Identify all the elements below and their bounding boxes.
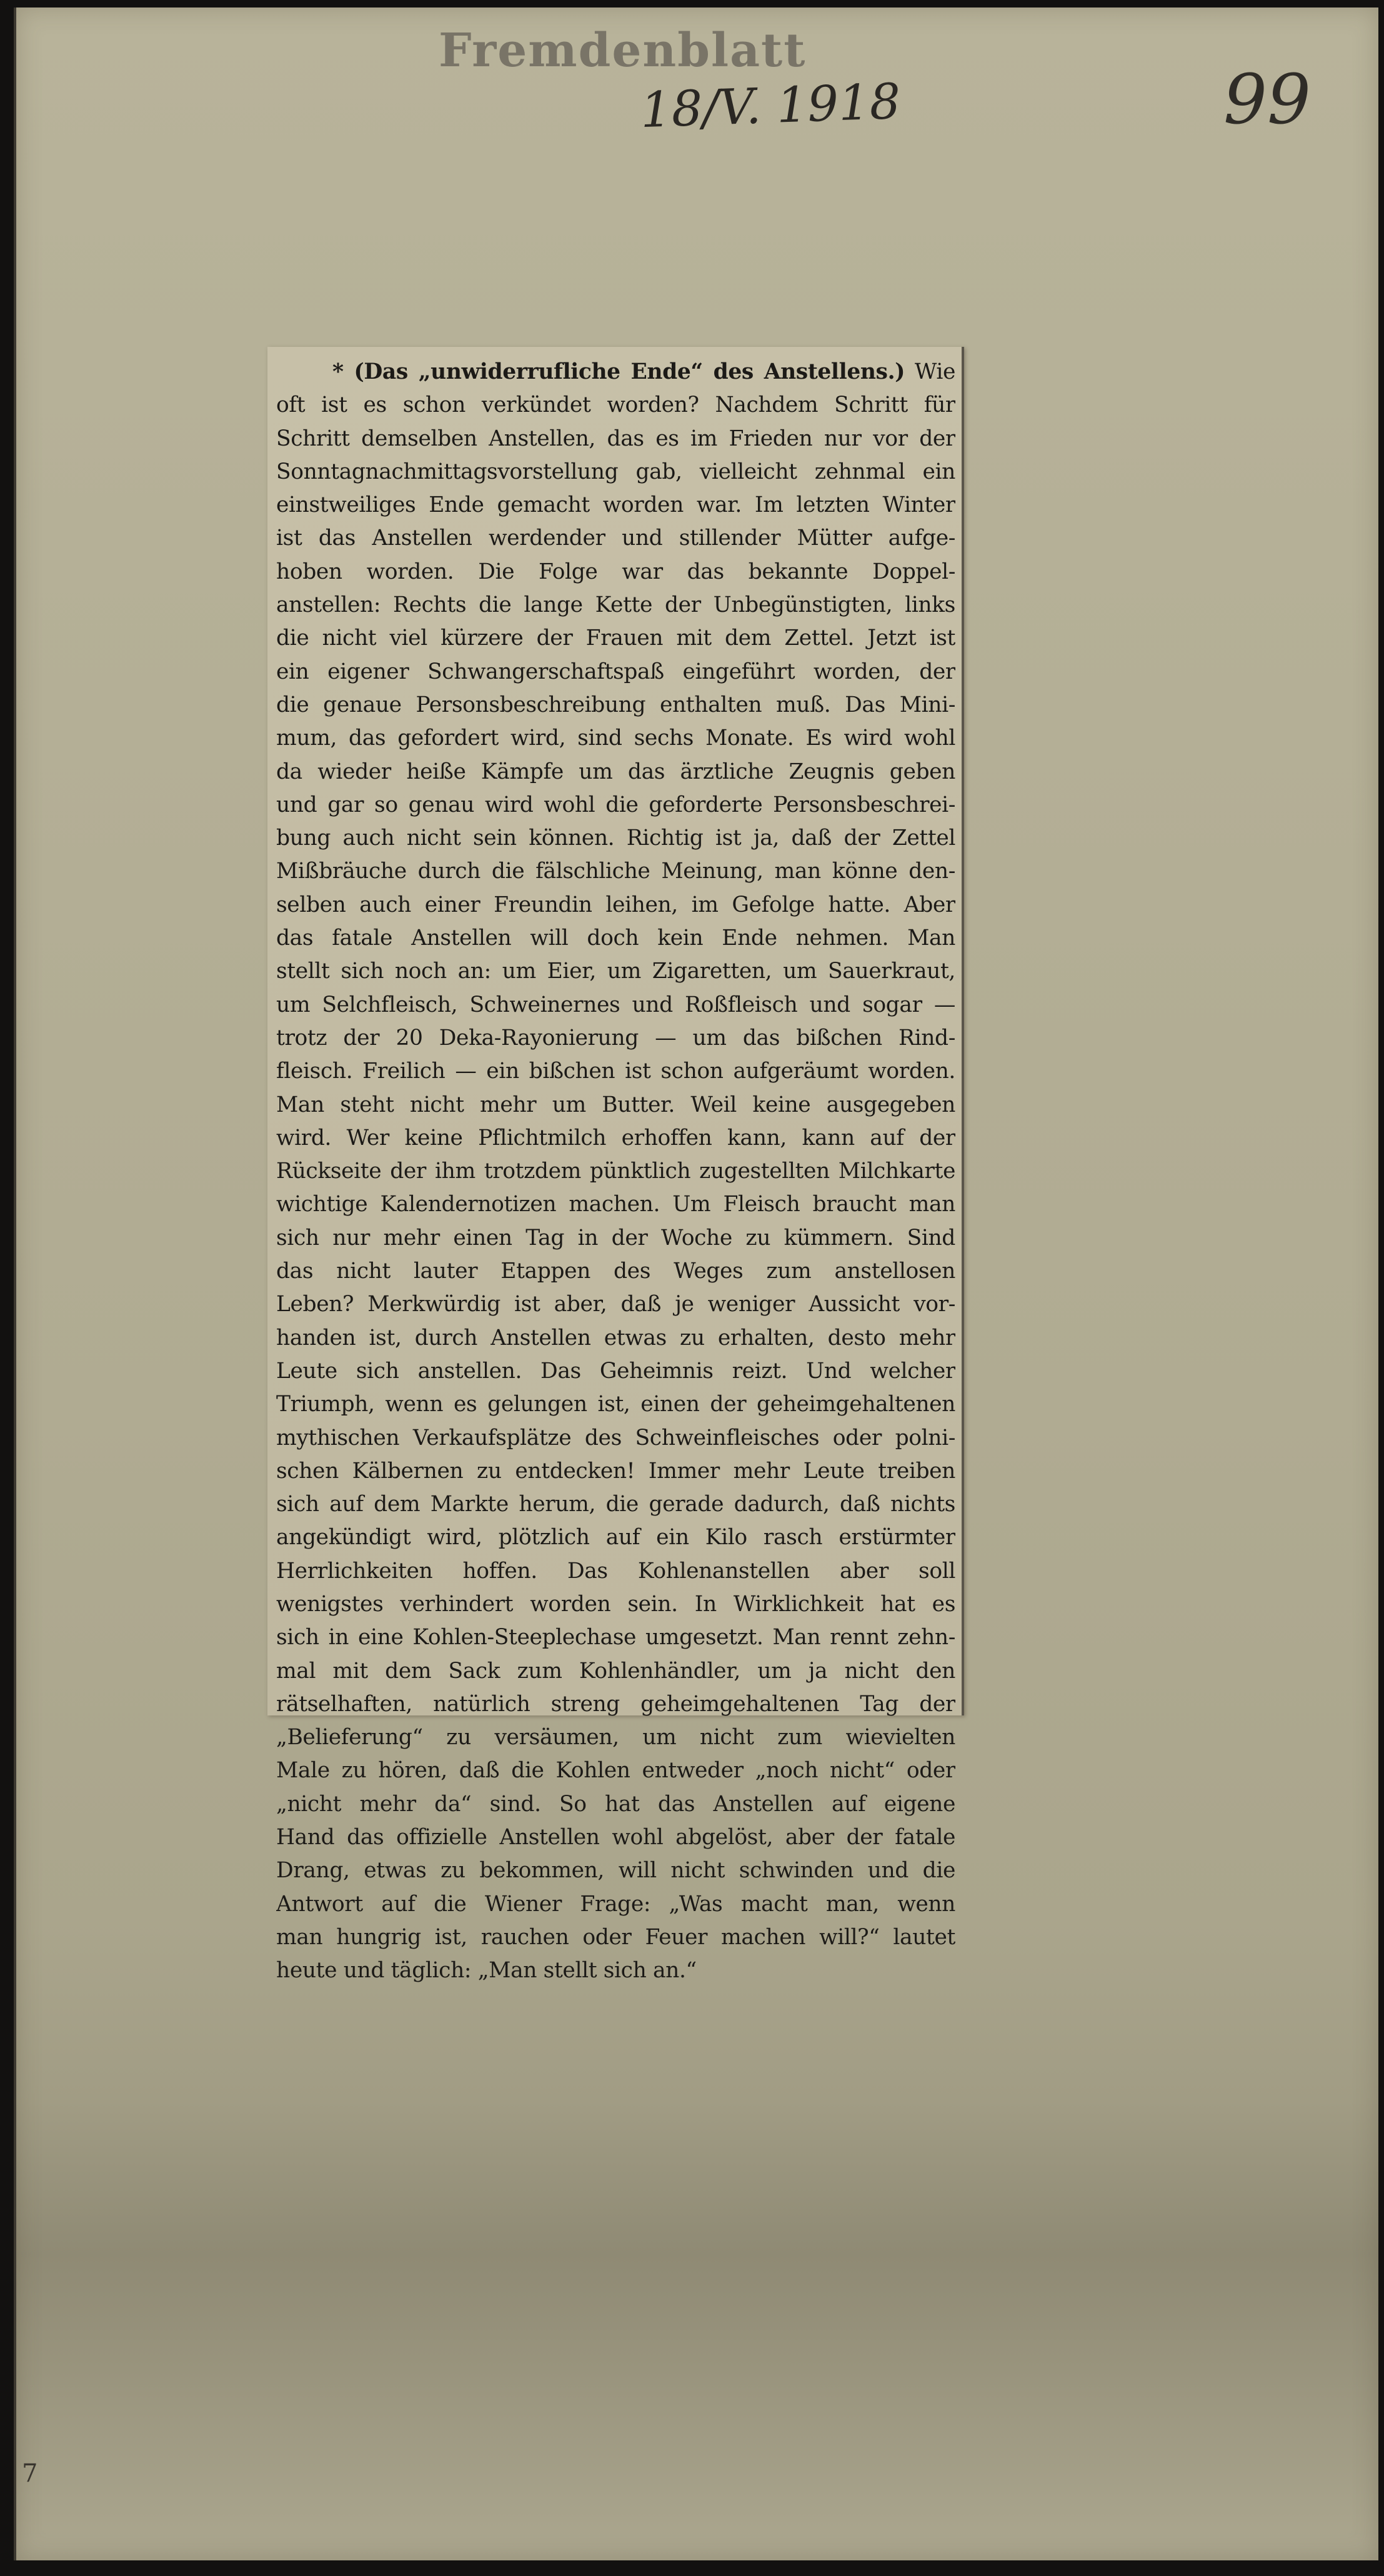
article-line: Man steht nicht mehr um Butter. Weil keine ausgegeben	[276, 1092, 955, 1117]
article-line: man hungrig ist, rauchen oder Feuer machen will?“ lautet	[276, 1924, 955, 1950]
article-line: selben auch einer Freundin leihen, im Gefolge hatte. Aber	[276, 892, 955, 917]
article-line: das nicht lauter Etappen des Weges zum anstellosen	[276, 1259, 955, 1284]
article-line: Leben? Merkwürdig ist aber, daß je weniger Aussicht vor-	[276, 1292, 955, 1317]
article-line: sich nur mehr einen Tag in der Woche zu kümmern. Sind	[276, 1225, 955, 1251]
article-line: mum, das gefordert wird, sind sechs Monate. Es wird wohl	[276, 726, 955, 751]
corner-mark: 7	[22, 2459, 38, 2488]
article-line: bung auch nicht sein können. Richtig ist ja, daß der Zettel	[276, 826, 955, 851]
article-line: die nicht viel kürzere der Frauen mit dem Zettel. Jetzt ist	[276, 626, 955, 651]
article-line: heute und täglich: „Man stellt sich an.“	[276, 1958, 697, 1984]
article-line: Herrlichkeiten hoffen. Das Kohlenanstellen aber soll	[276, 1558, 955, 1584]
article-line: „nicht mehr da“ sind. So hat das Anstellen auf eigene	[276, 1791, 955, 1817]
article-line: einstweiliges Ende gemacht worden war. Im letzten Winter	[276, 492, 955, 518]
article-line: fleisch. Freilich — ein bißchen ist schon aufgeräumt worden.	[276, 1059, 955, 1084]
article-line: stellt sich noch an: um Eier, um Zigaretten, um Sauerkraut,	[276, 959, 955, 984]
article-line: oft ist es schon verkündet worden? Nachdem Schritt für	[276, 392, 955, 418]
article-line: wird. Wer keine Pflichtmilch erhoffen kann, kann auf der	[276, 1125, 955, 1151]
article-line: da wieder heiße Kämpfe um das ärztliche Zeugnis geben	[276, 759, 955, 784]
article-line: trotz der 20 Deka-Rayonierung — um das bißchen Rind-	[276, 1025, 955, 1051]
article-line: Leute sich anstellen. Das Geheimnis reizt. Und welcher	[276, 1358, 955, 1384]
article-line: Schritt demselben Anstellen, das es im Frieden nur vor der	[276, 426, 955, 451]
article-line: sich in eine Kohlen-Steeplechase umgesetzt. Man rennt zehn-	[276, 1625, 955, 1650]
newspaper-clipping	[267, 347, 964, 1984]
article-line: schen Kälbernen zu entdecken! Immer mehr Leute treiben	[276, 1458, 955, 1484]
handwritten-page-number: 99	[1223, 59, 1311, 139]
article-line: „Belieferung“ zu versäumen, um nicht zum wievielten	[276, 1725, 955, 1750]
article-body	[276, 356, 955, 1988]
article-line: Sonntagnachmittagsvorstellung gab, vielleicht zehnmal ein	[276, 459, 955, 484]
article-line: und gar so genau wird wohl die geforderte Personsbeschrei-	[276, 792, 955, 817]
article-line: anstellen: Rechts die lange Kette der Unbegünstigten, links	[276, 592, 955, 618]
article-first-line	[276, 356, 955, 389]
article-line: Hand das offizielle Anstellen wohl abgelöst, aber der fatale	[276, 1825, 955, 1850]
article-line: Wie	[914, 359, 955, 384]
article-line: das fatale Anstellen will doch kein Ende nehmen. Man	[276, 926, 955, 951]
article-line: angekündigt wird, plötzlich auf ein Kilo rasch erstürmter	[276, 1525, 955, 1550]
article-title: * (Das „unwiderrufliche Ende“ des Anstellens.)	[332, 359, 905, 384]
article-line: Triumph, wenn es gelungen ist, einen der geheimgehaltenen	[276, 1392, 955, 1417]
handwritten-date: 18/V. 1918	[639, 73, 902, 139]
article-line: hoben worden. Die Folge war das bekannte Doppel-	[276, 559, 955, 584]
article-line: die genaue Personsbeschreibung enthalten muß. Das Mini-	[276, 692, 955, 717]
article-line: rätselhaften, natürlich streng geheimgehaltenen Tag der	[276, 1691, 955, 1717]
article-line: um Selchfleisch, Schweinernes und Roßfleisch und sogar —	[276, 992, 955, 1017]
article-line: Male zu hören, daß die Kohlen entweder „noch nicht“ oder	[276, 1758, 955, 1784]
article-line: wichtige Kalendernotizen machen. Um Fleisch braucht man	[276, 1192, 955, 1217]
article-line: Antwort auf die Wiener Frage: „Was macht man, wenn	[276, 1891, 955, 1917]
article-line: wenigstes verhindert worden sein. In Wirklichkeit hat es	[276, 1591, 955, 1617]
article-line: Rückseite der ihm trotzdem pünktlich zugestellten Milchkarte	[276, 1159, 955, 1184]
article-line: mal mit dem Sack zum Kohlenhändler, um ja nicht den	[276, 1658, 955, 1684]
article-line: ist das Anstellen werdender und stillender Mütter aufge-	[276, 526, 955, 551]
article-line: ein eigener Schwangerschaftspaß eingeführt worden, der	[276, 659, 955, 684]
article-line: mythischen Verkaufsplätze des Schweinfleisches oder polni-	[276, 1425, 955, 1450]
article-line: Mißbräuche durch die fälschliche Meinung, man könne den-	[276, 859, 955, 884]
article-line: handen ist, durch Anstellen etwas zu erhalten, desto mehr	[276, 1325, 955, 1350]
article-line: sich auf dem Markte herum, die gerade dadurch, daß nichts	[276, 1492, 955, 1517]
article-line: Drang, etwas zu bekommen, will nicht schwinden und die	[276, 1858, 955, 1884]
newspaper-name-stamp: Fremdenblatt	[439, 24, 807, 77]
